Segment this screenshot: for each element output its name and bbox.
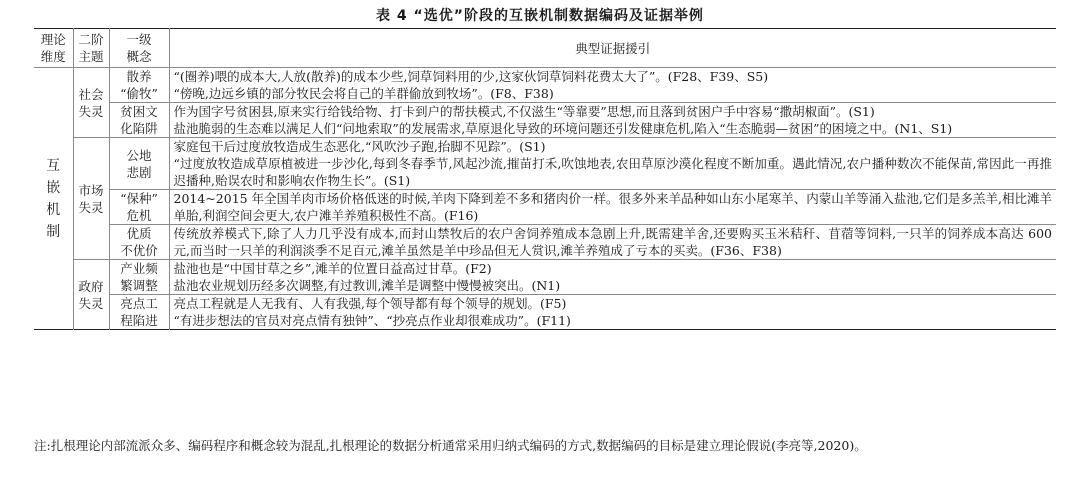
table-row xyxy=(34,260,1056,295)
evidence-line: 家庭包干后过度放牧造成生态恶化,“风吹沙子跑,抬脚不见踪”。(S1) xyxy=(173,139,546,154)
evidence-cell xyxy=(169,103,1056,138)
evidence-line: “过度放牧造成草原植被进一步沙化,每到冬春季节,风起沙流,摧苗打禾,吹蚀地表,农田草原沙漠化程度不断加重。遇此情况,农户播种数次不能保苗,常因此一再推迟播种,贻误农时和影响农作物生长”。(S1) xyxy=(173,156,1052,188)
evidence-cell xyxy=(169,68,1056,103)
evidence-line: 传统放养模式下,除了人力几乎没有成本,而封山禁牧后的农户舍饲养殖成本急剧上升,既需建羊舍,还要购买玉米秸秆、苜蓿等饲料,一只羊的饲养成本高达 600 元,而当时一只羊的利润淡季不足百元,滩羊虽然是羊中珍品但无人赏识,滩羊养殖成了亏本的买卖。(F36、F38) xyxy=(173,226,1052,258)
evidence-line: 亮点工程就是人无我有、人有我强,每个领导都有每个领导的规划。(F5) xyxy=(173,296,567,311)
table-row xyxy=(34,295,1056,330)
header-evidence: 典型证据援引 xyxy=(169,29,1056,68)
table-row xyxy=(34,190,1056,225)
concept-cell: 散养 “偷牧” xyxy=(109,68,169,103)
concept-cell: 亮点工 程陷进 xyxy=(109,295,169,330)
evidence-line: 盐池脆弱的生态难以满足人们“问地索取”的发展需求,草原退化导致的环境问题还引发健康危机,陷入“生态脆弱—贫困”的困境之中。(N1、S1) xyxy=(173,121,953,136)
evidence-line: “(圈养)喂的成本大,人放(散养)的成本少些,饲草饲料用的少,这家伙饲草饲料花费太大了”。(F28、F39、S5) xyxy=(173,69,769,84)
header-theme: 二阶 主题 xyxy=(73,29,109,68)
theme-government-cell: 政府 失灵 xyxy=(73,260,109,330)
header-dimension: 理论 维度 xyxy=(34,29,73,68)
table-note: 注:扎根理论内部流派众多、编码程序和概念较为混乱,扎根理论的数据分析通常采用归纳式编码的方式,数据编码的目标是建立理论假说(李亮等,2020)。 xyxy=(34,438,867,453)
table-row xyxy=(34,103,1056,138)
evidence-table xyxy=(34,28,1056,330)
concept-cell: 优质 不优价 xyxy=(109,225,169,260)
concept-cell: 公地 悲剧 xyxy=(109,138,169,190)
header-row xyxy=(34,29,1056,68)
evidence-line: 盐池也是“中国甘草之乡”,滩羊的位置日益高过甘草。(F2) xyxy=(173,261,492,276)
concept-cell: 贫困文 化陷阱 xyxy=(109,103,169,138)
concept-cell: 产业频 繁调整 xyxy=(109,260,169,295)
concept-cell: “保种” 危机 xyxy=(109,190,169,225)
evidence-cell xyxy=(169,138,1056,190)
evidence-cell xyxy=(169,225,1056,260)
evidence-cell xyxy=(169,190,1056,225)
evidence-cell xyxy=(169,295,1056,330)
theme-social-cell: 社会 失灵 xyxy=(73,68,109,138)
evidence-line: “有进步想法的官员对亮点情有独钟”、“抄亮点作业却很难成功”。(F11) xyxy=(173,313,571,328)
table-row xyxy=(34,225,1056,260)
table-row xyxy=(34,138,1056,190)
dimension-cell: 互 嵌 机 制 xyxy=(34,68,73,330)
table-caption: 表 4 “选优”阶段的互嵌机制数据编码及证据举例 xyxy=(376,8,704,24)
evidence-line: 2014~2015 年全国羊肉市场价格低迷的时候,羊肉下降到差不多和猪肉价一样。很多外来羊品种如山东小尾寒羊、内蒙山羊等涌入盐池,它们是多羔羊,相比滩羊单胎,利润空间会更大,农户滩羊养殖积极性不高。(F16) xyxy=(173,191,1052,223)
evidence-line: 作为国字号贫困县,原来实行给钱给物、打卡到户的帮扶模式,不仅滋生“等靠要”思想,而且落到贫困户手中容易“撒胡椒面”。(S1) xyxy=(173,104,875,119)
table-row xyxy=(34,68,1056,103)
evidence-cell xyxy=(169,260,1056,295)
header-concept: 一级 概念 xyxy=(109,29,169,68)
theme-market-cell: 市场 失灵 xyxy=(73,138,109,260)
evidence-line: “傍晚,边远乡镇的部分牧民会将自己的羊群偷放到牧场”。(F8、F38) xyxy=(173,86,554,101)
evidence-line: 盐池农业规划历经多次调整,有过教训,滩羊是调整中慢慢被突出。(N1) xyxy=(173,278,561,293)
